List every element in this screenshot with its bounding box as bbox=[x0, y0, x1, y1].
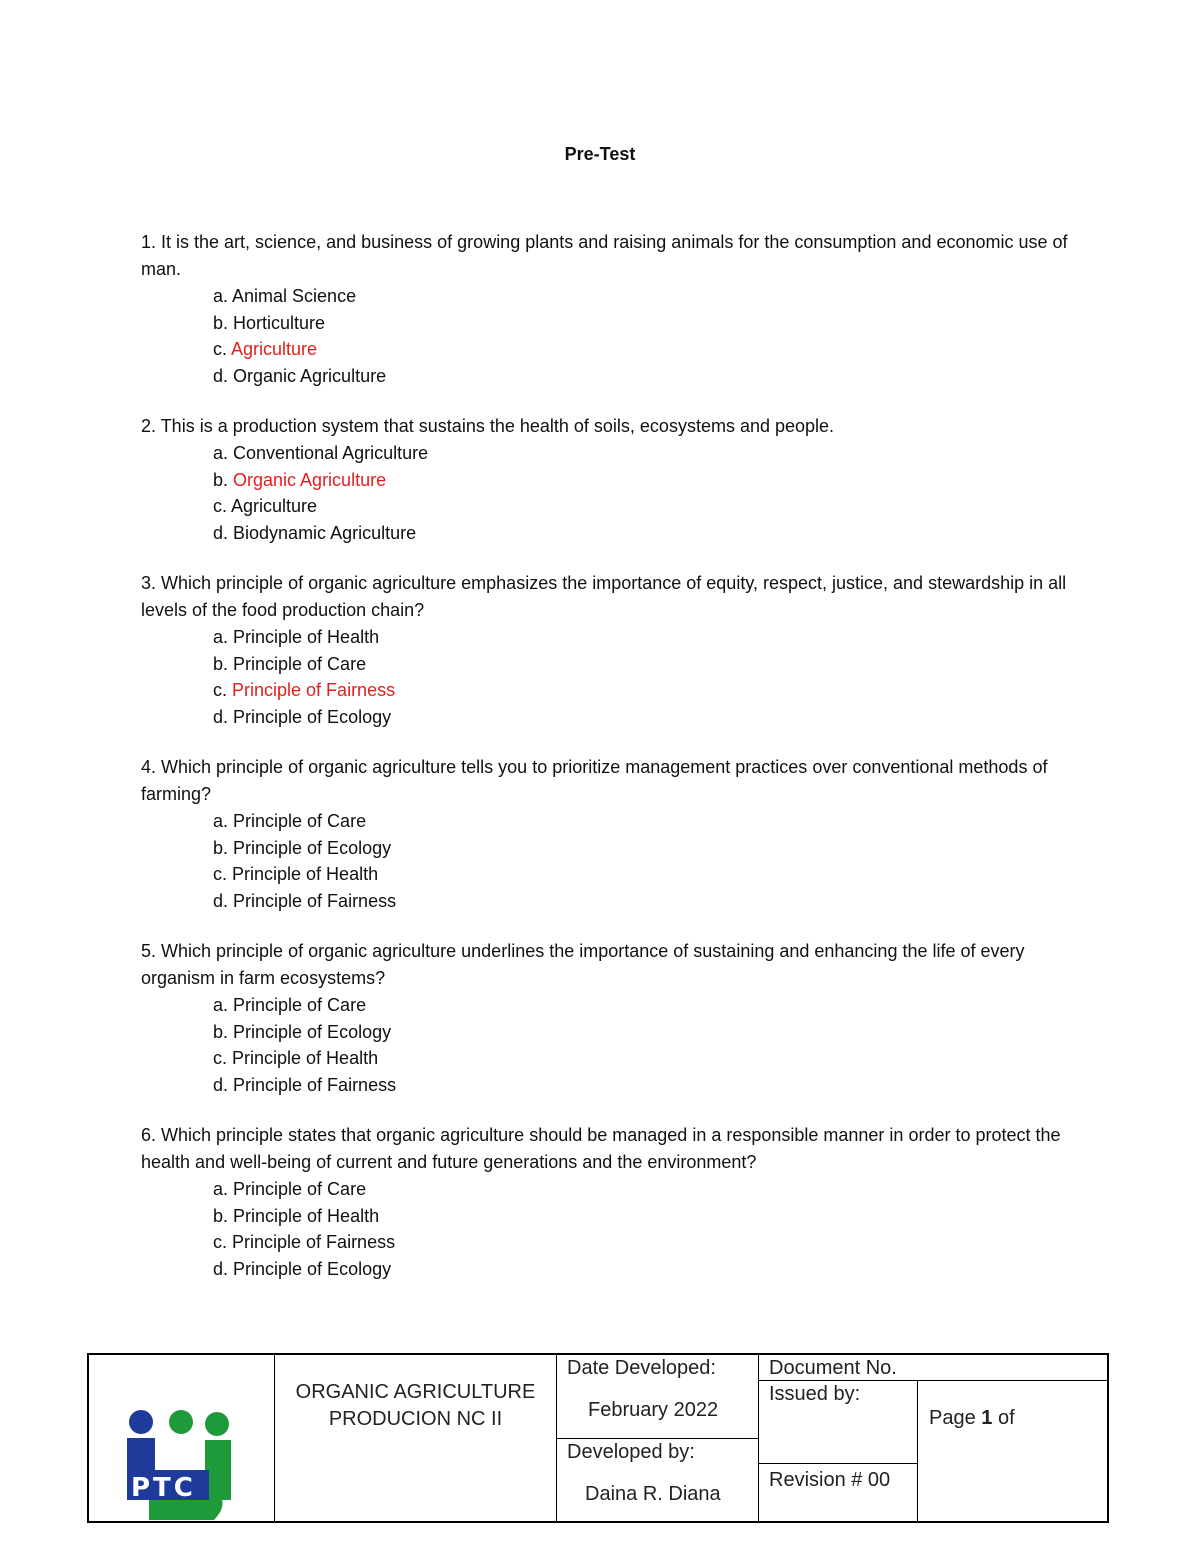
answer-option bbox=[213, 1072, 1071, 1099]
answer-option bbox=[213, 1045, 1071, 1072]
developed-by-label: Developed by: bbox=[567, 1441, 695, 1463]
answer-option bbox=[213, 1019, 1071, 1046]
option-letter: a. bbox=[213, 995, 229, 1015]
option-text: Organic Agriculture bbox=[228, 365, 387, 386]
question-number: 6. bbox=[141, 1125, 157, 1145]
logo-green-dot bbox=[169, 1410, 193, 1434]
answer-option bbox=[213, 1229, 1071, 1256]
question-item bbox=[141, 570, 1071, 730]
question-stem bbox=[141, 413, 1071, 440]
question-text: Which principle states that organic agriculture should be managed in a responsible manner in order to protect the health and well-being of current and future generations and the environment? bbox=[141, 1125, 1061, 1172]
answer-options bbox=[141, 283, 1071, 389]
answer-option bbox=[213, 467, 1071, 494]
question-stem bbox=[141, 754, 1071, 808]
option-letter: c. bbox=[213, 339, 228, 359]
option-text: Principle of Health bbox=[227, 864, 379, 884]
option-letter: b. bbox=[213, 1205, 229, 1226]
question-item bbox=[141, 1122, 1071, 1282]
issued-by-label: Issued by: bbox=[769, 1383, 861, 1405]
answer-option bbox=[213, 520, 1071, 547]
answer-option bbox=[213, 808, 1071, 835]
answer-option bbox=[213, 1256, 1071, 1283]
answer-option bbox=[213, 651, 1071, 678]
option-text-correct: Agriculture bbox=[227, 339, 318, 359]
option-letter: b. bbox=[213, 837, 229, 858]
option-text: Principle of Fairness bbox=[228, 890, 397, 911]
page-title: Pre-Test bbox=[564, 144, 636, 164]
option-text: Principle of Health bbox=[228, 1205, 380, 1226]
question-list bbox=[141, 229, 1071, 1306]
answer-option bbox=[213, 310, 1071, 337]
document-footer-table bbox=[87, 1353, 1109, 1523]
option-letter: d. bbox=[213, 522, 229, 543]
logo-text: PTC bbox=[131, 1473, 196, 1503]
answer-options bbox=[141, 624, 1071, 730]
question-text: Which principle of organic agriculture tells you to prioritize management practices over conventional methods of farming? bbox=[141, 757, 1048, 804]
option-letter: b. bbox=[213, 469, 229, 490]
question-item bbox=[141, 413, 1071, 546]
logo-blue-dot bbox=[129, 1410, 153, 1434]
option-letter: a. bbox=[213, 627, 229, 647]
answer-options bbox=[141, 992, 1071, 1098]
question-item bbox=[141, 229, 1071, 389]
option-text: Principle of Ecology bbox=[228, 1258, 392, 1279]
question-text: Which principle of organic agriculture underlines the importance of sustaining and enhancing the life of every organism in farm ecosystems? bbox=[141, 941, 1025, 988]
question-item bbox=[141, 938, 1071, 1098]
question-text: This is a production system that sustains the health of soils, ecosystems and people. bbox=[156, 416, 835, 436]
option-letter: d. bbox=[213, 890, 229, 911]
answer-option bbox=[213, 704, 1071, 731]
option-text: Principle of Care bbox=[228, 811, 367, 831]
option-letter: b. bbox=[213, 312, 229, 333]
option-letter: c. bbox=[213, 1048, 228, 1068]
answer-option bbox=[213, 336, 1071, 363]
option-text-correct: Principle of Fairness bbox=[227, 680, 396, 700]
option-letter: b. bbox=[213, 1021, 229, 1042]
option-text: Principle of Ecology bbox=[228, 837, 392, 858]
question-number: 5. bbox=[141, 941, 157, 961]
document-no-label: Document No. bbox=[769, 1357, 897, 1379]
option-text: Principle of Fairness bbox=[227, 1232, 396, 1252]
answer-options bbox=[141, 1176, 1071, 1282]
question-item bbox=[141, 754, 1071, 914]
option-text: Biodynamic Agriculture bbox=[228, 522, 417, 543]
answer-options bbox=[141, 808, 1071, 914]
developed-by-value: Daina R. Diana bbox=[585, 1483, 721, 1505]
date-developed-value: February 2022 bbox=[588, 1399, 719, 1421]
answer-options bbox=[141, 440, 1071, 546]
revision-label: Revision # 00 bbox=[769, 1469, 891, 1491]
option-text: Agriculture bbox=[227, 496, 318, 516]
question-text: Which principle of organic agriculture emphasizes the importance of equity, respect, justice, and stewardship in all levels of the food production chain? bbox=[141, 573, 1067, 620]
option-letter: c. bbox=[213, 496, 228, 516]
option-text: Horticulture bbox=[228, 312, 326, 333]
question-number: 1. bbox=[141, 232, 157, 252]
option-letter: b. bbox=[213, 653, 229, 674]
option-text: Principle of Ecology bbox=[228, 1021, 392, 1042]
answer-option bbox=[213, 440, 1071, 467]
option-letter: d. bbox=[213, 706, 229, 727]
option-letter: a. bbox=[213, 443, 229, 463]
question-text: It is the art, science, and business of growing plants and raising animals for the consumption and economic use of man. bbox=[141, 232, 1068, 279]
answer-option bbox=[213, 363, 1071, 390]
answer-option bbox=[213, 992, 1071, 1019]
option-letter: a. bbox=[213, 811, 229, 831]
question-number: 3. bbox=[141, 573, 157, 593]
option-text-correct: Organic Agriculture bbox=[228, 469, 387, 490]
ptc-logo bbox=[119, 1410, 249, 1525]
question-stem bbox=[141, 1122, 1071, 1176]
option-text: Principle of Fairness bbox=[228, 1074, 397, 1095]
question-number: 4. bbox=[141, 757, 157, 777]
option-text: Principle of Care bbox=[228, 995, 367, 1015]
course-title: ORGANIC AGRICULTURE PRODUCION NC II bbox=[295, 1381, 536, 1430]
answer-option bbox=[213, 493, 1071, 520]
option-text: Conventional Agriculture bbox=[228, 443, 429, 463]
answer-option bbox=[213, 677, 1071, 704]
answer-option bbox=[213, 888, 1071, 915]
logo-green-dot-2 bbox=[205, 1412, 229, 1436]
question-stem bbox=[141, 938, 1071, 992]
option-letter: d. bbox=[213, 1074, 229, 1095]
option-letter: c. bbox=[213, 1232, 228, 1252]
question-stem bbox=[141, 229, 1071, 283]
option-letter: a. bbox=[213, 1179, 229, 1199]
question-number: 2. bbox=[141, 416, 157, 436]
option-letter: d. bbox=[213, 365, 229, 386]
option-text: Principle of Health bbox=[227, 1048, 379, 1068]
answer-option bbox=[213, 861, 1071, 888]
option-text: Principle of Care bbox=[228, 1179, 367, 1199]
page-number: Page 1 of bbox=[929, 1407, 1015, 1429]
answer-option bbox=[213, 1203, 1071, 1230]
answer-option bbox=[213, 283, 1071, 310]
answer-option bbox=[213, 1176, 1071, 1203]
date-developed-label: Date Developed: bbox=[567, 1357, 716, 1379]
answer-option bbox=[213, 624, 1071, 651]
option-text: Animal Science bbox=[228, 286, 357, 306]
option-text: Principle of Care bbox=[228, 653, 367, 674]
option-text: Principle of Ecology bbox=[228, 706, 392, 727]
option-letter: c. bbox=[213, 864, 228, 884]
option-letter: c. bbox=[213, 680, 228, 700]
option-letter: d. bbox=[213, 1258, 229, 1279]
question-stem bbox=[141, 570, 1071, 624]
answer-option bbox=[213, 835, 1071, 862]
option-letter: a. bbox=[213, 286, 229, 306]
option-text: Principle of Health bbox=[228, 627, 380, 647]
